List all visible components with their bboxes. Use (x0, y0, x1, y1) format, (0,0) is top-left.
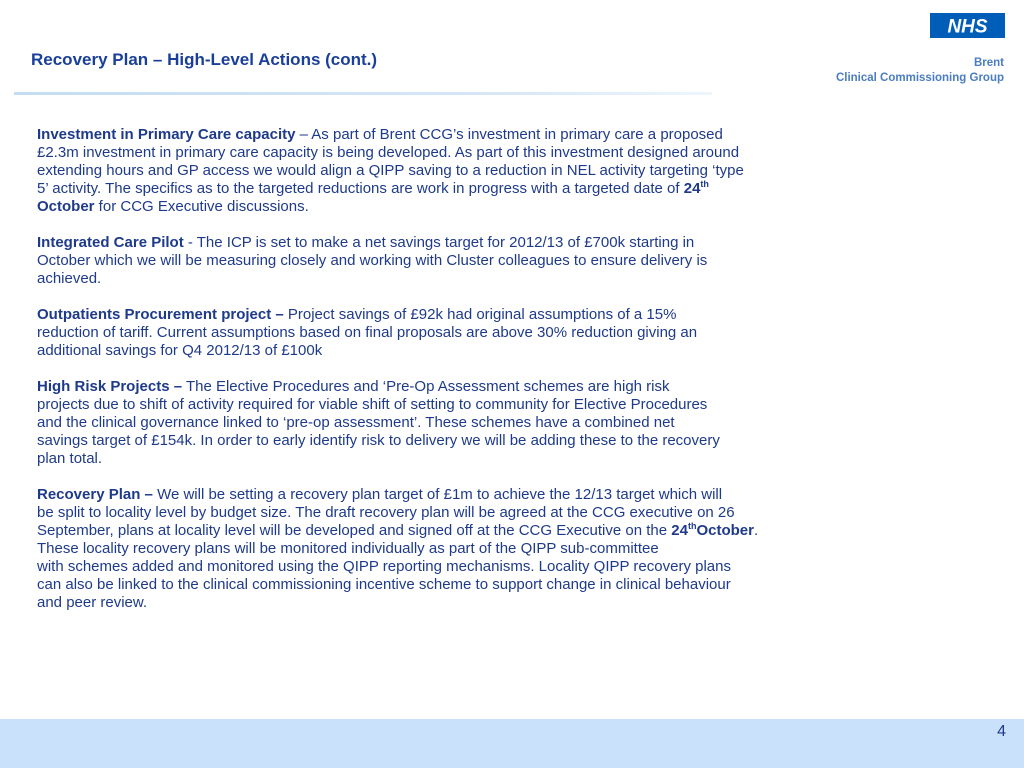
paragraph-text: The Elective Procedures and ‘Pre-Op Assessment schemes are high risk (182, 378, 670, 395)
text-line (37, 486, 977, 504)
date-ordinal: th (700, 179, 709, 189)
text-line: with schemes added and monitored using the QIPP reporting mechanisms. Locality QIPP recovery plans (37, 558, 731, 575)
date-day: 24 (671, 522, 688, 539)
text-line (37, 522, 977, 540)
paragraph-text: September, plans at locality level will be developed and signed off at the CCG Executive on the (37, 522, 672, 539)
paragraph-text: – As part of Brent CCG’s investment in primary care a proposed (295, 126, 723, 143)
text-line: projects due to shift of activity required for viable shift of setting to community for Elective Procedures (37, 396, 708, 413)
date-ordinal: th (687, 521, 697, 531)
text-line (37, 306, 977, 324)
paragraph-text: We will be setting a recovery plan target of £1m to achieve the 12/13 target which will (152, 486, 723, 503)
text-line: and the clinical governance linked to ‘pre-op assessment’. These schemes have a combined net (37, 414, 675, 431)
text-line: savings target of £154k. In order to early identify risk to delivery we will be adding these to the recovery (37, 432, 720, 449)
text-line (37, 234, 977, 252)
slide-body (37, 126, 977, 630)
paragraph-integrated-care (37, 234, 977, 288)
nhs-logo-text: NHS (947, 16, 988, 38)
text-line: plan total. (37, 450, 103, 467)
date-month: October (37, 198, 95, 215)
paragraph-heading: Recovery Plan – (37, 486, 153, 503)
text-line: £2.3m investment in primary care capacity is being developed. As part of this investment designed around (37, 144, 740, 161)
paragraph-high-risk (37, 378, 977, 468)
text-line: reduction of tariff. Current assumptions based on final proposals are above 30% reduction giving an (37, 324, 698, 341)
paragraph-recovery-plan (37, 486, 977, 612)
text-line: extending hours and GP access we would align a QIPP saving to a reduction in NEL activity targeting ‘type (37, 162, 744, 179)
paragraph-text: 5’ activity. The specifics as to the targeted reductions are work in progress with a targeted date of (37, 180, 684, 197)
paragraph-heading: Investment in Primary Care capacity (37, 126, 296, 143)
text-line (37, 180, 977, 198)
org-name-ccg: Clinical Commissioning Group (835, 72, 1004, 84)
paragraph-text: . (753, 522, 759, 539)
text-line: and peer review. (37, 594, 148, 611)
text-line: be split to locality level by budget size. The draft recovery plan will be agreed at the CCG executive on 26 (37, 504, 735, 521)
paragraph-text: - The ICP is set to make a net savings target for 2012/13 of £700k starting in (183, 234, 695, 251)
paragraph-heading: Outpatients Procurement project – (37, 306, 284, 323)
page-title: Recovery Plan – High-Level Actions (cont.) (31, 50, 378, 69)
text-line: can also be linked to the clinical commissioning incentive scheme to support change in clinical behaviour (37, 576, 731, 593)
footer-bar (0, 719, 1024, 768)
text-line (37, 126, 977, 144)
date-day: 24 (683, 180, 701, 197)
paragraph-heading: High Risk Projects – (37, 378, 183, 395)
text-line: October which we will be measuring closely and working with Cluster colleagues to ensure delivery is (37, 252, 708, 269)
paragraph-text: Project savings of £92k had original assumptions of a 15% (283, 306, 677, 323)
text-line: These locality recovery plans will be monitored individually as part of the QIPP sub-committee (37, 540, 659, 557)
text-line (37, 198, 977, 216)
page-number: 4 (997, 723, 1006, 740)
text-line: additional savings for Q4 2012/13 of £100k (37, 342, 323, 359)
paragraph-heading: Integrated Care Pilot (37, 234, 184, 251)
paragraph-text: for CCG Executive discussions. (94, 198, 309, 215)
text-line: achieved. (37, 270, 102, 287)
text-line (37, 378, 977, 396)
date-month: October (696, 522, 754, 539)
title-underline (14, 92, 712, 95)
paragraph-primary-care (37, 126, 977, 216)
org-name-brent: Brent (973, 57, 1004, 69)
nhs-logo (930, 13, 1005, 38)
paragraph-outpatients (37, 306, 977, 360)
